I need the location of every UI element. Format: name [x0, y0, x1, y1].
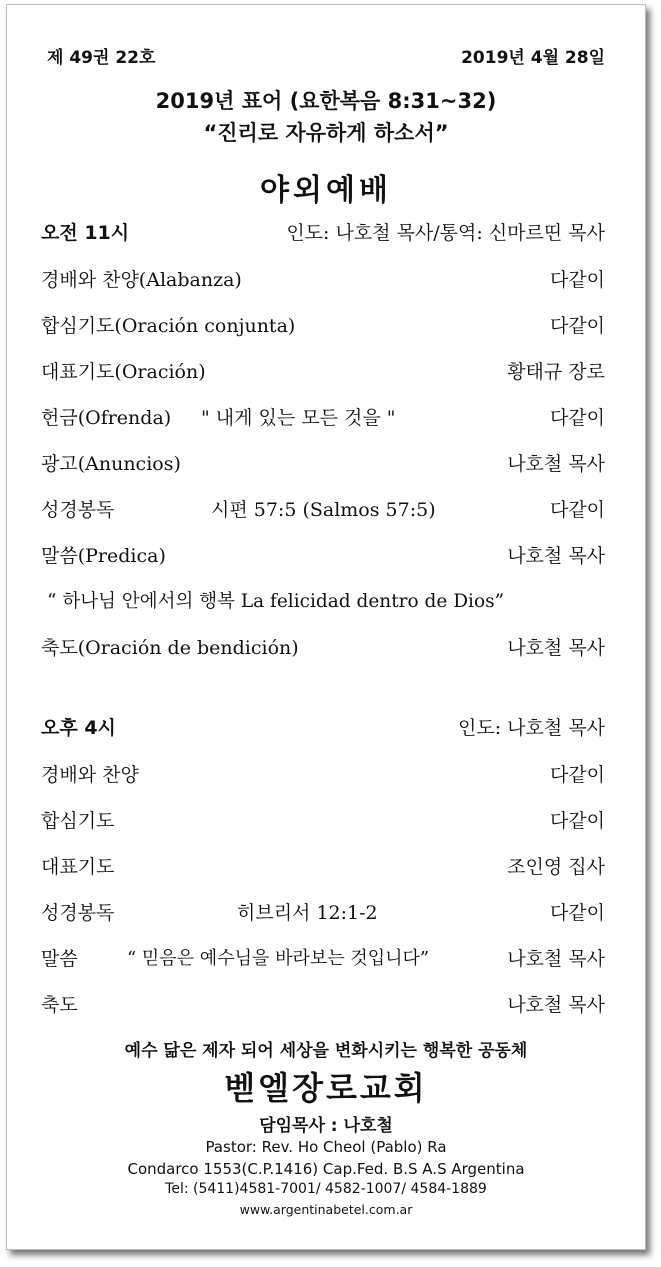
church-name: 벧엘장로교회: [224, 1069, 428, 1107]
item-label: 말씀(Predica): [41, 545, 166, 567]
item-person: 다같이: [549, 499, 605, 521]
sermon-title-text: “ 하나님 안에서의 행복 La felicidad dentro de Dios”: [47, 591, 505, 612]
church-slogan: 예수 닮은 제자 되어 세상을 변화시키는 행복한 공동체: [124, 1041, 528, 1061]
order-item: [41, 495, 605, 527]
item-person: 다같이: [549, 269, 605, 291]
item-person: 다같이: [549, 407, 605, 429]
morning-section-header: [41, 218, 605, 250]
morning-leader: 인도: 나호철 목사/통역: 신마르띤 목사: [286, 222, 605, 244]
church-website: www.argentinabetel.com.ar: [239, 1202, 413, 1217]
bulletin-page: [6, 4, 646, 1250]
item-label: 성경봉독: [41, 902, 115, 924]
order-item: [41, 944, 605, 976]
order-item: [41, 449, 605, 481]
item-label: 축도: [41, 994, 78, 1016]
afternoon-leader: 인도: 나호철 목사: [458, 717, 605, 739]
item-person: 나호철 목사: [507, 948, 605, 970]
item-label: 대표기도(Oración): [41, 361, 206, 383]
bulletin-date: 2019년 4월 28일: [461, 48, 605, 68]
order-item: [41, 265, 605, 297]
church-phone: Tel: (5411)4581-7001/ 4582-1007/ 4584-1889: [165, 1181, 487, 1197]
item-person: 나호철 목사: [507, 994, 605, 1016]
scripture-reference: 히브리서 12:1-2: [237, 902, 378, 924]
item-label: 성경봉독: [41, 499, 115, 521]
item-label: 말씀: [41, 948, 78, 970]
service-title: 야외예배: [260, 173, 392, 208]
offering-hymn: " 내게 있는 모든 것을 ": [201, 407, 396, 429]
order-item: [41, 806, 605, 838]
item-person: 나호철 목사: [507, 453, 605, 475]
item-label: 대표기도: [41, 856, 115, 878]
item-person: 나호철 목사: [507, 545, 605, 567]
item-person: 다같이: [549, 315, 605, 337]
item-person: 다같이: [549, 810, 605, 832]
order-item: [41, 852, 605, 884]
morning-time: 오전 11시: [41, 222, 130, 244]
order-item: [41, 403, 605, 435]
item-label: 헌금(Ofrenda): [41, 407, 172, 429]
order-item: [41, 760, 605, 792]
item-person: 조인영 집사: [507, 856, 605, 878]
item-person: 다같이: [549, 902, 605, 924]
item-label: 합심기도: [41, 810, 115, 832]
item-person: 황태규 장로: [507, 361, 605, 383]
item-label: 광고(Anuncios): [41, 453, 181, 475]
motto-reference: 2019년 표어 (요한복음 8:31~32): [155, 89, 497, 113]
item-label: 합심기도(Oración conjunta): [41, 315, 296, 337]
church-address: Condarco 1553(C.P.1416) Cap.Fed. B.S A.S Argentina: [127, 1160, 525, 1178]
item-label: 경배와 찬양: [41, 764, 139, 786]
item-person: 나호철 목사: [507, 637, 605, 659]
scripture-reference: 시편 57:5 (Salmos 57:5): [211, 499, 436, 521]
senior-pastor-kr: 담임목사 : 나호철: [259, 1116, 393, 1136]
motto-text: “진리로 자유하게 하소서”: [203, 121, 449, 145]
order-item: [41, 990, 605, 1022]
sermon-title: [41, 587, 605, 619]
order-item: [41, 311, 605, 343]
sermon-title-text: “ 믿음은 예수님을 바라보는 것입니다”: [127, 948, 430, 969]
item-label: 축도(Oración de bendición): [41, 637, 299, 659]
afternoon-time: 오후 4시: [41, 717, 116, 739]
senior-pastor-en: Pastor: Rev. Ho Cheol (Pablo) Ra: [205, 1138, 447, 1156]
afternoon-section-header: [41, 713, 605, 745]
volume-number: 제 49권 22호: [47, 48, 156, 68]
order-item: [41, 633, 605, 665]
item-label: 경배와 찬양(Alabanza): [41, 269, 242, 291]
order-item: [41, 898, 605, 930]
order-item: [41, 357, 605, 389]
item-person: 다같이: [549, 764, 605, 786]
order-item: [41, 541, 605, 573]
